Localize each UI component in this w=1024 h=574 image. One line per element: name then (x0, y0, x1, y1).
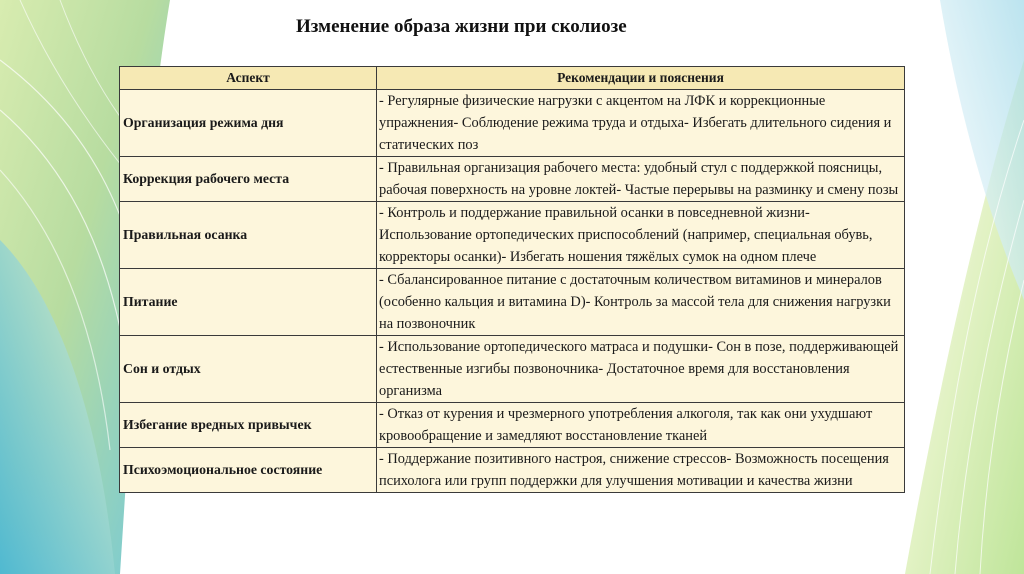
aspect-cell: Правильная осанка (120, 202, 377, 269)
table-row (120, 157, 905, 202)
column-header-recommendations: Рекомендации и пояснения (377, 67, 905, 90)
aspect-cell: Психоэмоциональное состояние (120, 448, 377, 493)
recommendation-cell: - Использование ортопедического матраса и подушки- Сон в позе, поддерживающей естественные изгибы позвоночника- Достаточное время для восстановления организма (377, 336, 905, 403)
recommendation-cell: - Регулярные физические нагрузки с акцентом на ЛФК и коррекционные упражнения- Соблюдение режима труда и отдыха- Избегать длительного сидения и статических поз (377, 90, 905, 157)
table-row (120, 336, 905, 403)
table-row (120, 90, 905, 157)
aspect-cell: Сон и отдых (120, 336, 377, 403)
table-row (120, 448, 905, 493)
aspect-cell: Организация режима дня (120, 90, 377, 157)
aspect-cell: Питание (120, 269, 377, 336)
recommendation-cell: - Сбалансированное питание с достаточным количеством витаминов и минералов (особенно кальция и витамина D)- Контроль за массой тела для снижения нагрузки на позвоночник (377, 269, 905, 336)
recommendation-cell: - Отказ от курения и чрезмерного употребления алкоголя, так как они ухудшают кровообращение и замедляют восстановление тканей (377, 403, 905, 448)
recommendation-cell: - Контроль и поддержание правильной осанки в повседневной жизни- Использование ортопедических приспособлений (например, специальная обувь, корректоры осанки)- Избегать ношения тяжёлых сумок на одном плече (377, 202, 905, 269)
table-header-row (120, 67, 905, 90)
lifestyle-table (119, 66, 905, 493)
table-row (120, 269, 905, 336)
aspect-cell: Коррекция рабочего места (120, 157, 377, 202)
column-header-aspect: Аспект (120, 67, 377, 90)
slide-title: Изменение образа жизни при сколиозе (296, 16, 627, 37)
aspect-cell: Избегание вредных привычек (120, 403, 377, 448)
table-row (120, 202, 905, 269)
table-row (120, 403, 905, 448)
recommendation-cell: - Правильная организация рабочего места: удобный стул с поддержкой поясницы, рабочая поверхность на уровне локтей- Частые перерывы на разминку и смену позы (377, 157, 905, 202)
recommendation-cell: - Поддержание позитивного настроя, снижение стрессов- Возможность посещения психолога или групп поддержки для улучшения мотивации и качества жизни (377, 448, 905, 493)
